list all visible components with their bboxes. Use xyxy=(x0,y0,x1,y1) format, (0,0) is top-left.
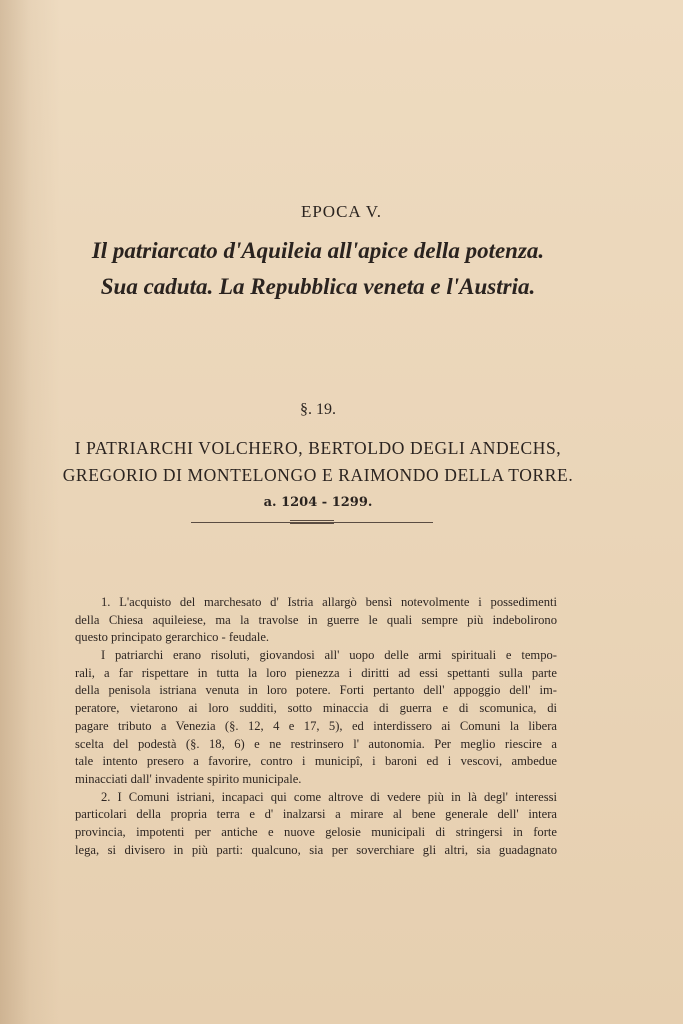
body-line: pagare tributo a Venezia (§. 12, 4 e 17, 5), ed interdissero ai Comuni la libera xyxy=(75,718,557,733)
body-line: particolari della propria terra e d' inalzarsi a mirare al bene generale dell' intera xyxy=(75,807,557,822)
body-line: scelta del podestà (§. 18, 6) e ne restrinsero l' autonomia. Per meglio riescire a xyxy=(75,736,557,751)
body-line: questo principato gerarchico - feudale. xyxy=(75,630,270,645)
body-line: 1. L'acquisto del marchesato d' Istria allargò bensì notevolmente i possedimenti xyxy=(101,595,557,609)
body-line: provincia, impotenti per antiche e nuove gelosie municipali di stringersi in forte xyxy=(75,824,557,839)
body-line: lega, si divisero in più parti: qualcuno, sia per soverchiare gli altri, sia guadagnato xyxy=(75,842,557,857)
body-text xyxy=(75,594,557,859)
body-line: rali, a far rispettare in tutta la loro pienezza i diritti ad essi spettanti sulla parte xyxy=(75,665,557,680)
subtitle-line-2: Sua caduta. La Repubblica veneta e l'Austria. xyxy=(100,274,536,299)
body-line: I patriarchi erano risoluti, giovandosi all' uopo delle armi spirituali e tempo- xyxy=(101,648,557,663)
epoch-label: EPOCA V. xyxy=(300,202,383,221)
subtitle-line-1: Il patriarcato d'Aquileia all'apice della potenza. xyxy=(91,238,545,263)
body-line: della Chiesa aquileiese, ma la travolse in guerre le quali sempre più indebolirono xyxy=(75,612,557,627)
section-heading-line-1: I PATRIARCHI VOLCHERO, BERTOLDO DEGLI ANDECHS, xyxy=(74,438,562,458)
divider-ornament xyxy=(290,520,334,524)
section-years: a. 1204 - 1299. xyxy=(263,495,373,510)
body-line: minacciati dall' invadente spirito municipale. xyxy=(75,771,302,786)
body-line: peratore, vietarono ai loro sudditi, sotto minaccia di guerra e di scomunica, di xyxy=(75,701,557,716)
section-number: §. 19. xyxy=(300,401,336,418)
body-line: della penisola istriana venuta in loro potere. Forti pertanto dell' appoggio dell' im- xyxy=(75,683,557,698)
section-heading-line-2: GREGORIO DI MONTELONGO E RAIMONDO DELLA TORRE. xyxy=(62,465,574,485)
body-line: tale intento presero a favorire, contro i municipî, i baroni ed i vescovi, ambedue xyxy=(75,754,557,769)
body-line: 2. I Comuni istriani, incapaci qui come altrove di vedere più in là degl' interessi xyxy=(101,789,557,804)
